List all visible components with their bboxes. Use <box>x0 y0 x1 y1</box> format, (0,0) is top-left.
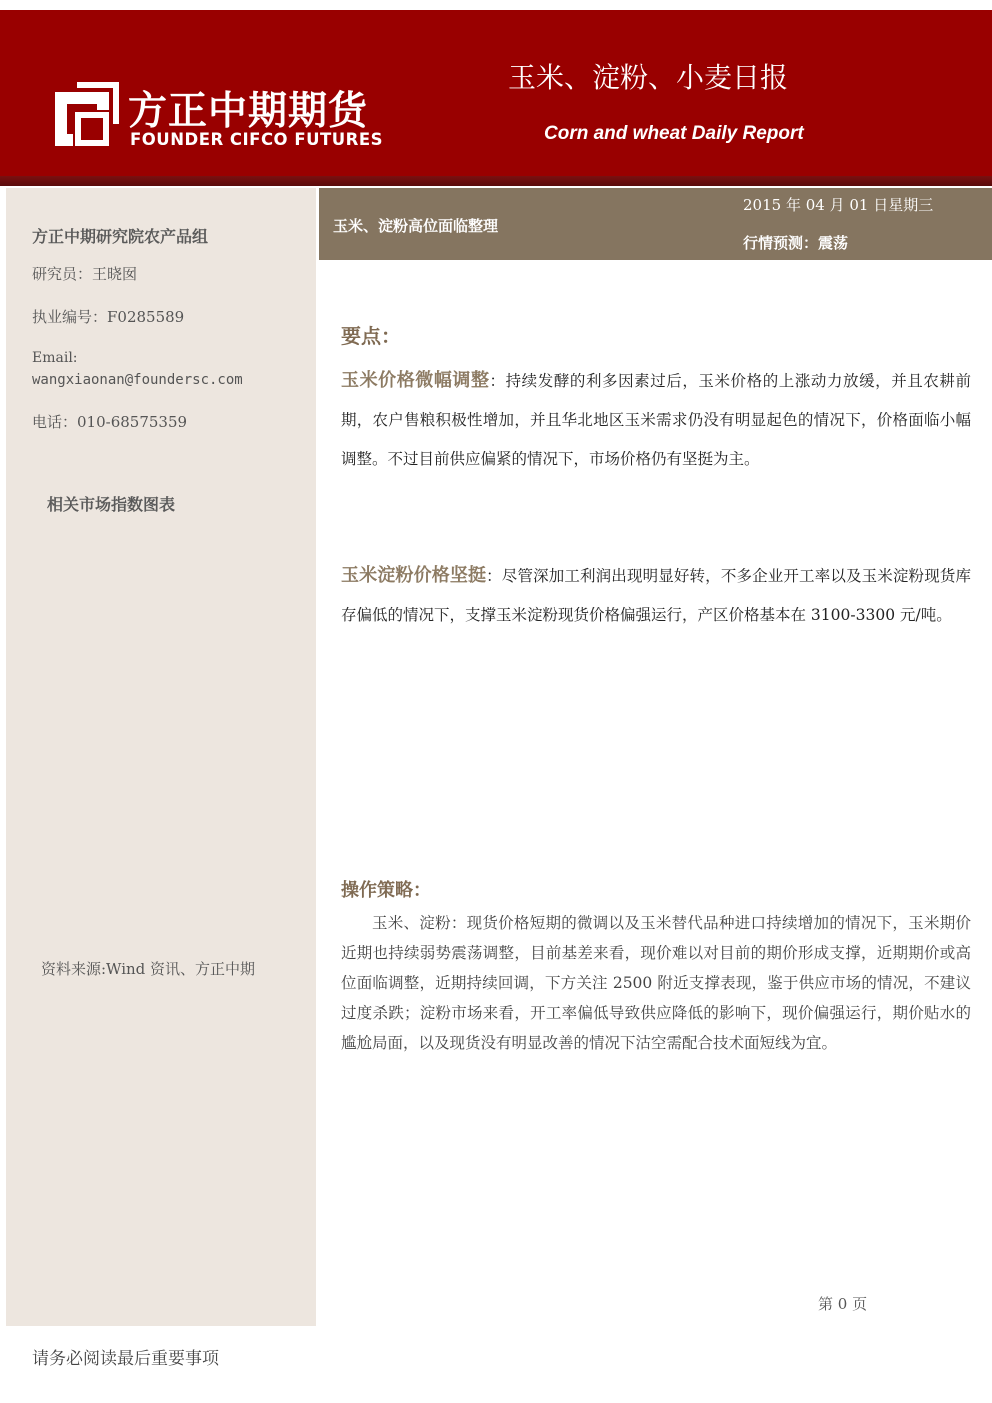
license-number: 执业编号：F0285589 <box>32 308 185 326</box>
strategy-heading: 操作策略： <box>341 880 431 901</box>
analyst-name: 研究员：王晓囡 <box>32 265 138 283</box>
corn-price-lead: 玉米价格微幅调整 <box>341 370 490 391</box>
strategy-paragraph: 玉米、淀粉：现货价格短期的微调以及玉米替代品种进口持续增加的情况下，玉米期价近期也持续弱势震荡调整，目前基差来看，现价难以对目前的期价形成支撑，近期期价或高位面临调整，近期持续回调，下方关注 2500 附近支撑表现，鉴于供应市场的情况，不建议过度杀跌；淀粉市场来看，开工率偏低导致供应降低的影响下，现价偏强运行，期价贴水的尴尬局面，以及现货没有明显改善的情况下沽空需配合技术面短线为宜。 <box>341 914 971 1052</box>
starch-price-paragraph <box>341 556 971 635</box>
disclaimer-note: 请务必阅读最后重要事项 <box>32 1349 219 1369</box>
starch-price-body: ：尽管深加工利润出现明显好转，不多企业开工率以及玉米淀粉现货库存偏低的情况下，支撑玉米淀粉现货价格偏强运行，产区价格基本在 3100-3300 元/吨。 <box>341 567 971 624</box>
page-number: 第 0 页 <box>818 1295 868 1313</box>
corn-price-paragraph <box>341 361 971 479</box>
report-title-cn: 玉米、淀粉、小麦日报 <box>508 61 789 94</box>
research-group: 方正中期研究院农产品组 <box>32 227 209 246</box>
corn-price-body: ：持续发酵的利多因素过后，玉米价格的上涨动力放缓，并且农耕前期，农户售粮积极性增加，并且华北地区玉米需求仍没有明显起色的情况下，价格面临小幅调整。不过目前供应偏紧的情况下，市场价格仍有坚挺为主。 <box>341 372 971 468</box>
phone-number: 电话：010-68575359 <box>32 413 188 431</box>
market-forecast: 行情预测：震荡 <box>743 234 849 252</box>
charts-heading: 相关市场指数图表 <box>47 495 176 514</box>
starch-price-lead: 玉米淀粉价格坚挺 <box>341 565 487 586</box>
email-address[interactable]: wangxiaonan@foundersc.com <box>32 372 243 388</box>
data-source: 资料来源:Wind 资讯、方正中期 <box>41 960 256 978</box>
key-points-heading: 要点： <box>341 324 401 348</box>
header-divider <box>0 176 992 186</box>
email-label: Email: <box>32 350 78 366</box>
founder-logo-icon <box>55 82 119 146</box>
report-title-en: Corn and wheat Daily Report <box>544 123 804 144</box>
report-date: 2015 年 04 月 01 日星期三 <box>743 196 934 214</box>
logo-english-name: FOUNDER CIFCO FUTURES <box>130 130 384 149</box>
topic-title: 玉米、淀粉高位面临整理 <box>333 217 499 235</box>
logo-chinese-name: 方正中期期货 <box>128 89 369 134</box>
